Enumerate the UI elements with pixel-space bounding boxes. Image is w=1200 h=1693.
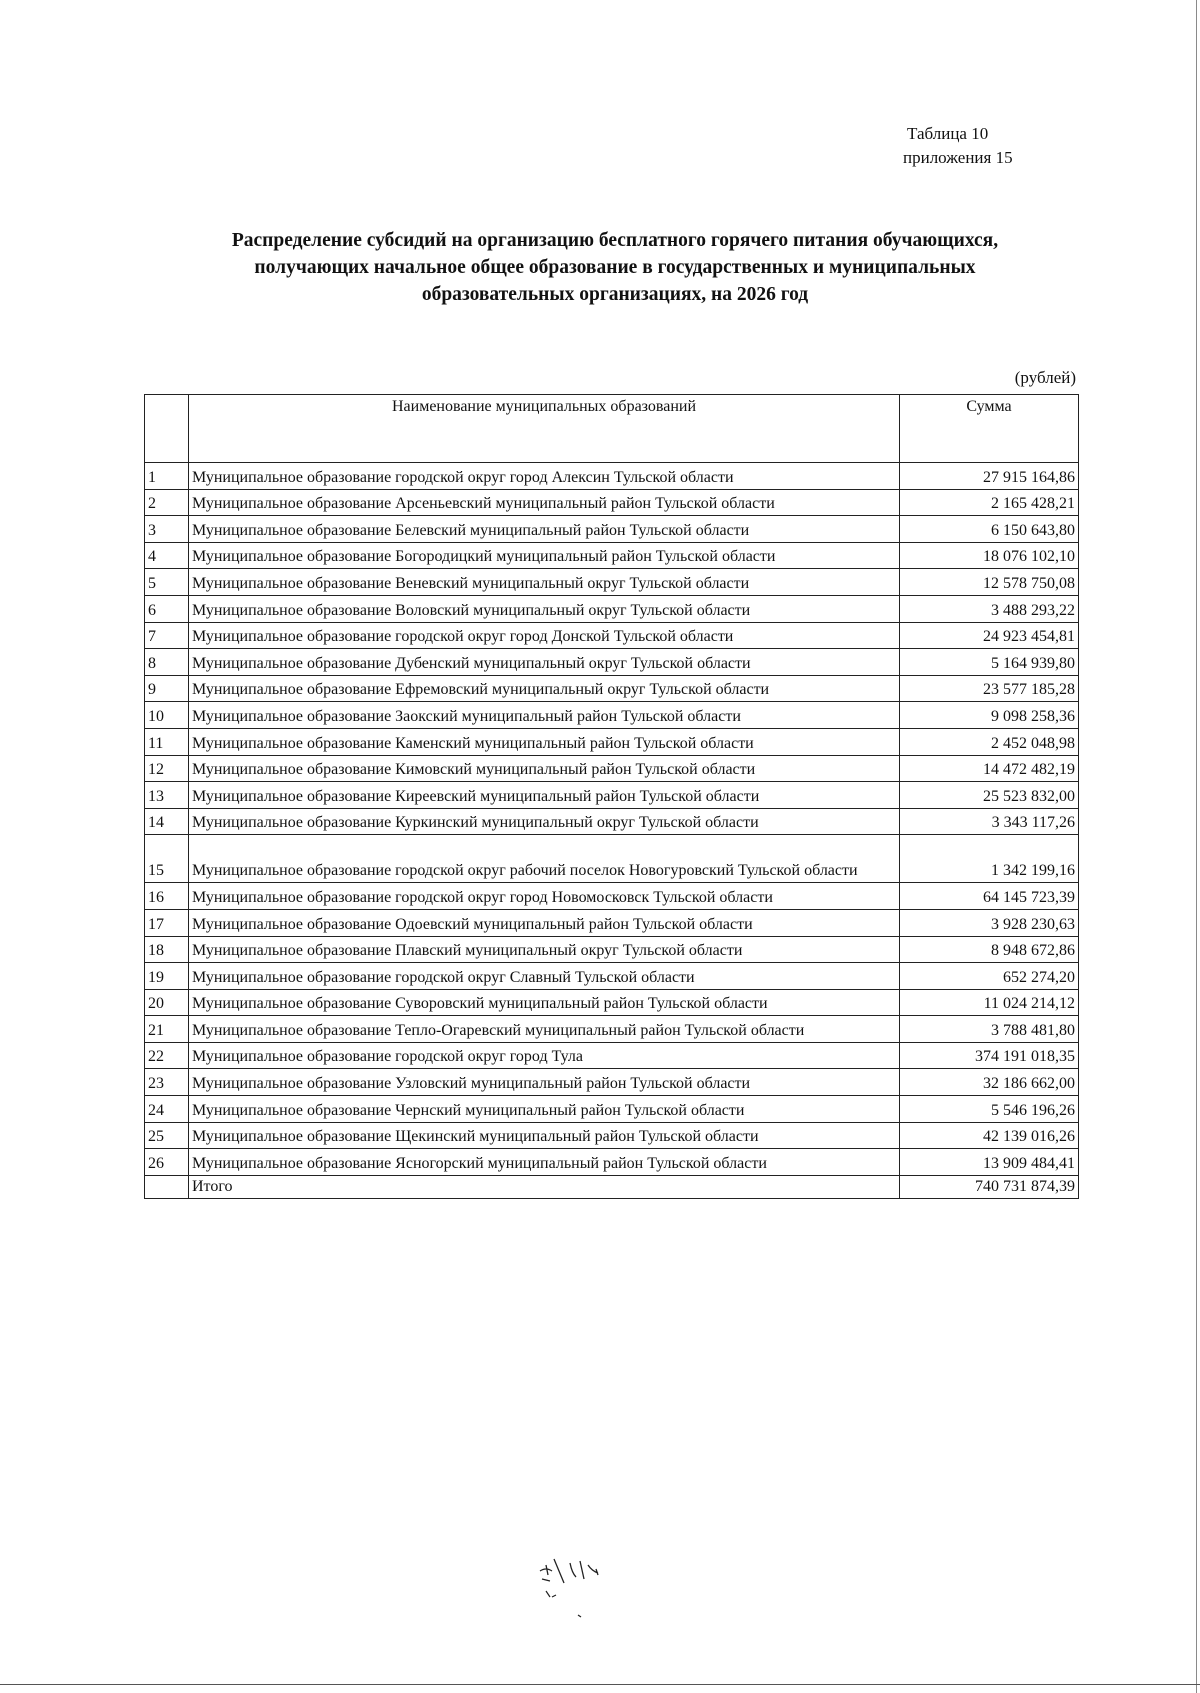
row-number: 2 <box>145 489 189 516</box>
subsidy-amount: 9 098 258,36 <box>900 702 1079 729</box>
row-number: 4 <box>145 542 189 569</box>
municipality-name: Муниципальное образование Тепло-Огаревский муниципальный район Тульской области <box>189 1016 900 1043</box>
table-number: Таблица 10 <box>907 124 989 143</box>
handwritten-signature <box>520 1545 630 1635</box>
municipality-name: Муниципальное образование Богородицкий муниципальный район Тульской области <box>189 542 900 569</box>
row-number: 6 <box>145 595 189 622</box>
table-body <box>145 463 1079 1176</box>
row-number: 26 <box>145 1149 189 1176</box>
subsidy-amount: 5 164 939,80 <box>900 649 1079 676</box>
row-number: 25 <box>145 1122 189 1149</box>
row-number: 12 <box>145 755 189 782</box>
table-row <box>145 808 1079 835</box>
row-number: 10 <box>145 702 189 729</box>
row-number: 21 <box>145 1016 189 1043</box>
table-row <box>145 963 1079 990</box>
table-row <box>145 1122 1079 1149</box>
municipality-name: Муниципальное образование городской округ город Тула <box>189 1042 900 1069</box>
municipality-name: Муниципальное образование Заокский муниципальный район Тульской области <box>189 702 900 729</box>
subsidy-amount: 3 928 230,63 <box>900 909 1079 936</box>
municipality-name: Муниципальное образование Плавский муниципальный округ Тульской области <box>189 936 900 963</box>
table-row <box>145 1042 1079 1069</box>
table-row <box>145 1149 1079 1176</box>
document-title <box>180 227 1050 308</box>
column-header-name: Наименование муниципальных образований <box>189 395 900 463</box>
table-row <box>145 1016 1079 1043</box>
table-row <box>145 702 1079 729</box>
row-number: 1 <box>145 463 189 490</box>
table-row <box>145 782 1079 809</box>
subsidy-amount: 2 452 048,98 <box>900 728 1079 755</box>
municipality-name: Муниципальное образование Белевский муниципальный район Тульской области <box>189 516 900 543</box>
subsidy-amount: 3 343 117,26 <box>900 808 1079 835</box>
municipality-name: Муниципальное образование Узловский муниципальный район Тульской области <box>189 1069 900 1096</box>
subsidy-amount: 374 191 018,35 <box>900 1042 1079 1069</box>
total-sum: 740 731 874,39 <box>900 1175 1079 1198</box>
municipality-name: Муниципальное образование Щекинский муниципальный район Тульской области <box>189 1122 900 1149</box>
title-line-2: получающих начальное общее образование в государственных и муниципальных <box>254 257 976 278</box>
municipality-name: Муниципальное образование городской округ город Алексин Тульской области <box>189 463 900 490</box>
table-row <box>145 569 1079 596</box>
title-line-1: Распределение субсидий на организацию бесплатного горячего питания обучающихся, <box>231 230 999 251</box>
table-row <box>145 936 1079 963</box>
subsidy-amount: 5 546 196,26 <box>900 1096 1079 1123</box>
municipality-name: Муниципальное образование городской округ рабочий поселок Новогуровский Тульской области <box>189 835 900 883</box>
municipality-name: Муниципальное образование Ясногорский муниципальный район Тульской области <box>189 1149 900 1176</box>
municipality-name: Муниципальное образование Каменский муниципальный район Тульской области <box>189 728 900 755</box>
municipality-name: Муниципальное образование Суворовский муниципальный район Тульской области <box>189 989 900 1016</box>
appendix-reference: приложения 15 <box>903 148 1013 167</box>
subsidy-amount: 32 186 662,00 <box>900 1069 1079 1096</box>
row-number: 17 <box>145 909 189 936</box>
table-row <box>145 622 1079 649</box>
table-header-row <box>145 395 1079 463</box>
row-number: 3 <box>145 516 189 543</box>
table-row <box>145 835 1079 883</box>
municipality-name: Муниципальное образование Чернский муниципальный район Тульской области <box>189 1096 900 1123</box>
municipality-name: Муниципальное образование Кимовский муниципальный район Тульской области <box>189 755 900 782</box>
row-number: 13 <box>145 782 189 809</box>
total-label: Итого <box>189 1175 900 1198</box>
page-edge-right <box>1196 0 1197 1693</box>
table-row <box>145 489 1079 516</box>
municipality-name: Муниципальное образование Арсеньевский муниципальный район Тульской области <box>189 489 900 516</box>
subsidy-amount: 64 145 723,39 <box>900 883 1079 910</box>
subsidy-amount: 11 024 214,12 <box>900 989 1079 1016</box>
row-number: 20 <box>145 989 189 1016</box>
table-row <box>145 1096 1079 1123</box>
subsidy-table <box>144 394 1079 1199</box>
municipality-name: Муниципальное образование Воловский муниципальный округ Тульской области <box>189 595 900 622</box>
subsidy-amount: 8 948 672,86 <box>900 936 1079 963</box>
subsidy-amount: 42 139 016,26 <box>900 1122 1079 1149</box>
title-line-3: образовательных организациях, на 2026 год <box>421 284 809 305</box>
unit-label: (рублей) <box>1014 368 1076 387</box>
subsidy-amount: 2 165 428,21 <box>900 489 1079 516</box>
municipality-name: Муниципальное образование Куркинский муниципальный округ Тульской области <box>189 808 900 835</box>
row-number: 19 <box>145 963 189 990</box>
table-row <box>145 989 1079 1016</box>
row-number: 14 <box>145 808 189 835</box>
subsidy-amount: 14 472 482,19 <box>900 755 1079 782</box>
row-number: 18 <box>145 936 189 963</box>
municipality-name: Муниципальное образование Киреевский муниципальный район Тульской области <box>189 782 900 809</box>
table-row <box>145 595 1079 622</box>
table-row <box>145 728 1079 755</box>
municipality-name: Муниципальное образование Дубенский муниципальный округ Тульской области <box>189 649 900 676</box>
subsidy-amount: 652 274,20 <box>900 963 1079 990</box>
row-number: 5 <box>145 569 189 596</box>
row-number: 15 <box>145 835 189 883</box>
subsidy-amount: 13 909 484,41 <box>900 1149 1079 1176</box>
subsidy-amount: 3 788 481,80 <box>900 1016 1079 1043</box>
table-row <box>145 909 1079 936</box>
subsidy-amount: 3 488 293,22 <box>900 595 1079 622</box>
row-number: 23 <box>145 1069 189 1096</box>
table-row <box>145 463 1079 490</box>
row-number: 16 <box>145 883 189 910</box>
table-row <box>145 516 1079 543</box>
municipality-name: Муниципальное образование Ефремовский муниципальный округ Тульской области <box>189 675 900 702</box>
subsidy-amount: 6 150 643,80 <box>900 516 1079 543</box>
subsidy-amount: 1 342 199,16 <box>900 835 1079 883</box>
subsidy-amount: 18 076 102,10 <box>900 542 1079 569</box>
municipality-name: Муниципальное образование городской округ Славный Тульской области <box>189 963 900 990</box>
row-number: 11 <box>145 728 189 755</box>
subsidy-amount: 23 577 185,28 <box>900 675 1079 702</box>
table-row <box>145 1069 1079 1096</box>
table-row <box>145 883 1079 910</box>
row-number: 7 <box>145 622 189 649</box>
row-number: 8 <box>145 649 189 676</box>
subsidy-amount: 27 915 164,86 <box>900 463 1079 490</box>
table-row <box>145 755 1079 782</box>
table-row <box>145 649 1079 676</box>
row-number: 9 <box>145 675 189 702</box>
page-edge-bottom <box>0 1684 1200 1685</box>
municipality-name: Муниципальное образование городской округ город Донской Тульской области <box>189 622 900 649</box>
municipality-name: Муниципальное образование городской округ город Новомосковск Тульской области <box>189 883 900 910</box>
municipality-name: Муниципальное образование Веневский муниципальный округ Тульской области <box>189 569 900 596</box>
total-row <box>145 1175 1079 1198</box>
row-number: 22 <box>145 1042 189 1069</box>
subsidy-amount: 12 578 750,08 <box>900 569 1079 596</box>
column-header-sum: Сумма <box>900 395 1079 463</box>
subsidy-amount: 25 523 832,00 <box>900 782 1079 809</box>
row-number: 24 <box>145 1096 189 1123</box>
column-header-number <box>145 395 189 463</box>
municipality-name: Муниципальное образование Одоевский муниципальный район Тульской области <box>189 909 900 936</box>
table-row <box>145 675 1079 702</box>
table-row <box>145 542 1079 569</box>
subsidy-amount: 24 923 454,81 <box>900 622 1079 649</box>
total-number-cell <box>145 1175 189 1198</box>
